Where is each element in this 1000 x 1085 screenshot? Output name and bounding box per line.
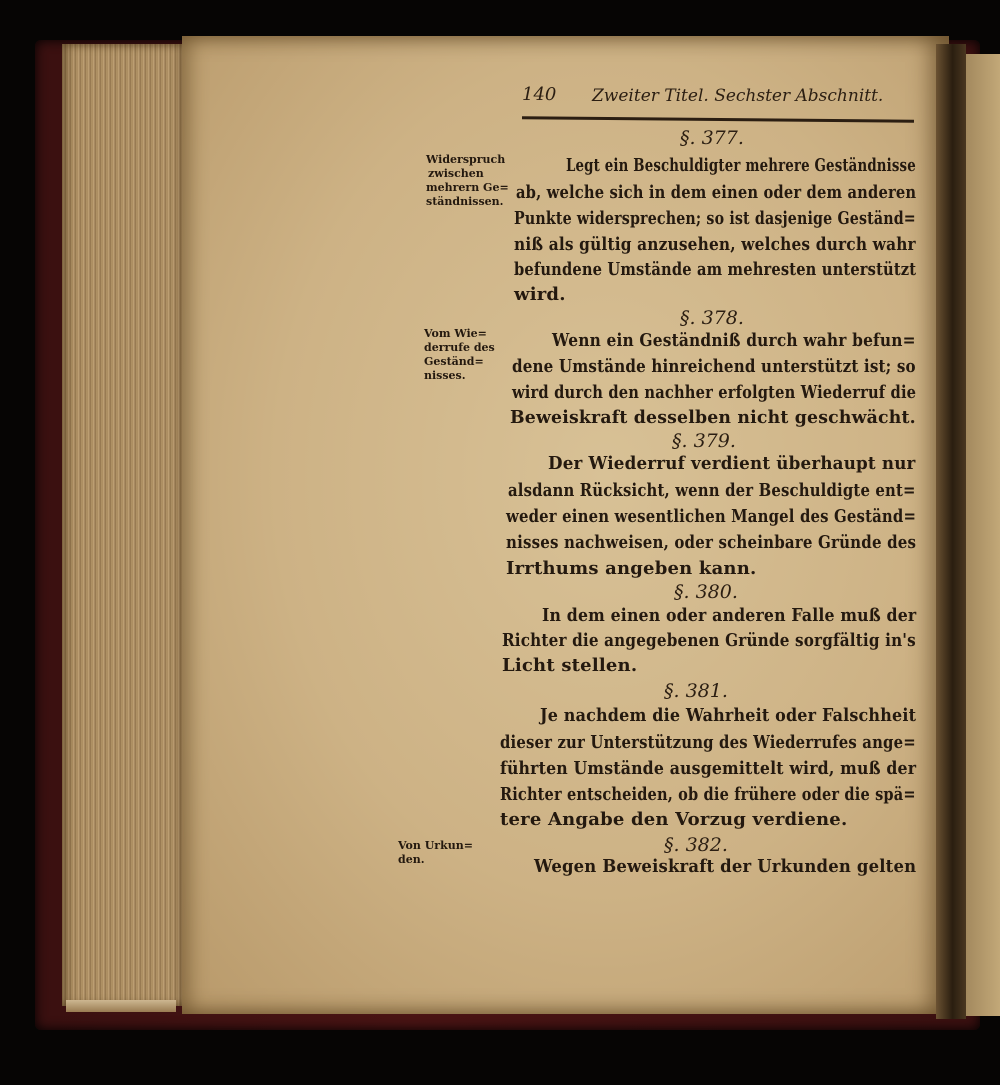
section-number: §. 382. [664,834,728,856]
body-line: In dem einen oder anderen Falle muß der [542,605,917,626]
body-line: ab, welche sich in dem einen oder dem anderen [516,182,917,203]
body-line: Punkte widersprechen; so ist dasjenige Geständ= [514,208,916,229]
sidenote-line: Von Urkun= [398,839,473,852]
sidenote-line: Geständ= [424,355,484,368]
sidenote-line: Widerspruch [426,153,506,166]
body-line: Legt ein Beschuldigter mehrere Geständnisse [566,155,916,176]
body-line: befundene Umstände am mehresten unterstützt [514,259,917,280]
page-edges [62,44,187,1006]
section-number: §. 380. [674,581,738,603]
body-line: Richter entscheiden, ob die frühere oder die spä= [500,784,916,805]
page-number: 140 [522,84,557,105]
sidenote-line: den. [398,853,425,866]
body-line: Irrthums angeben kann. [506,558,757,579]
section-number: §. 381. [664,680,728,702]
section-number: §. 377. [680,127,744,149]
body-line: alsdann Rücksicht, wenn der Beschuldigte ent= [508,480,916,501]
body-line: Wegen Beweiskraft der Urkunden gelten [534,856,917,877]
page-edges-bottom [66,1000,176,1012]
body-line: dieser zur Unterstützung des Wiederrufes ange= [500,732,916,753]
body-line: niß als gültig anzusehen, welches durch wahr [514,234,916,255]
sidenote-line: Vom Wie= [424,327,487,340]
body-line: tere Angabe den Vorzug verdiene. [500,809,848,830]
body-line: nisses nachweisen, oder scheinbare Gründe des [506,532,917,553]
sidenote-line: zwischen [428,167,484,180]
book-gutter [936,44,966,1019]
body-line: wird. [514,284,566,305]
sidenote-line: derrufe des [424,341,495,354]
body-line: Beweiskraft desselben nicht geschwächt. [510,407,916,428]
running-title: Zweiter Titel. Sechster Abschnitt. [592,86,884,106]
sidenote-line: ständnissen. [426,195,504,208]
body-line: führten Umstände ausgemittelt wird, muß der [500,758,917,779]
body-line: weder einen wesentlichen Mangel des Geständ= [506,506,917,527]
sidenote-line: mehrern Ge= [426,181,509,194]
body-line: Je nachdem die Wahrheit oder Falschheit [540,705,917,726]
body-line: Licht stellen. [502,655,638,676]
body-line: Der Wiederruf verdient überhaupt nur [548,453,916,474]
section-number: §. 379. [672,430,736,452]
body-line: dene Umstände hinreichend unterstützt ist; so [512,356,916,377]
body-line: wird durch den nachher erfolgten Wiederruf die [512,382,917,403]
section-number: §. 378. [680,307,744,329]
sidenote-line: nisses. [424,369,466,382]
body-line: Richter die angegebenen Gründe sorgfältig in's [502,630,916,651]
body-line: Wenn ein Geständniß durch wahr befun= [552,330,916,351]
